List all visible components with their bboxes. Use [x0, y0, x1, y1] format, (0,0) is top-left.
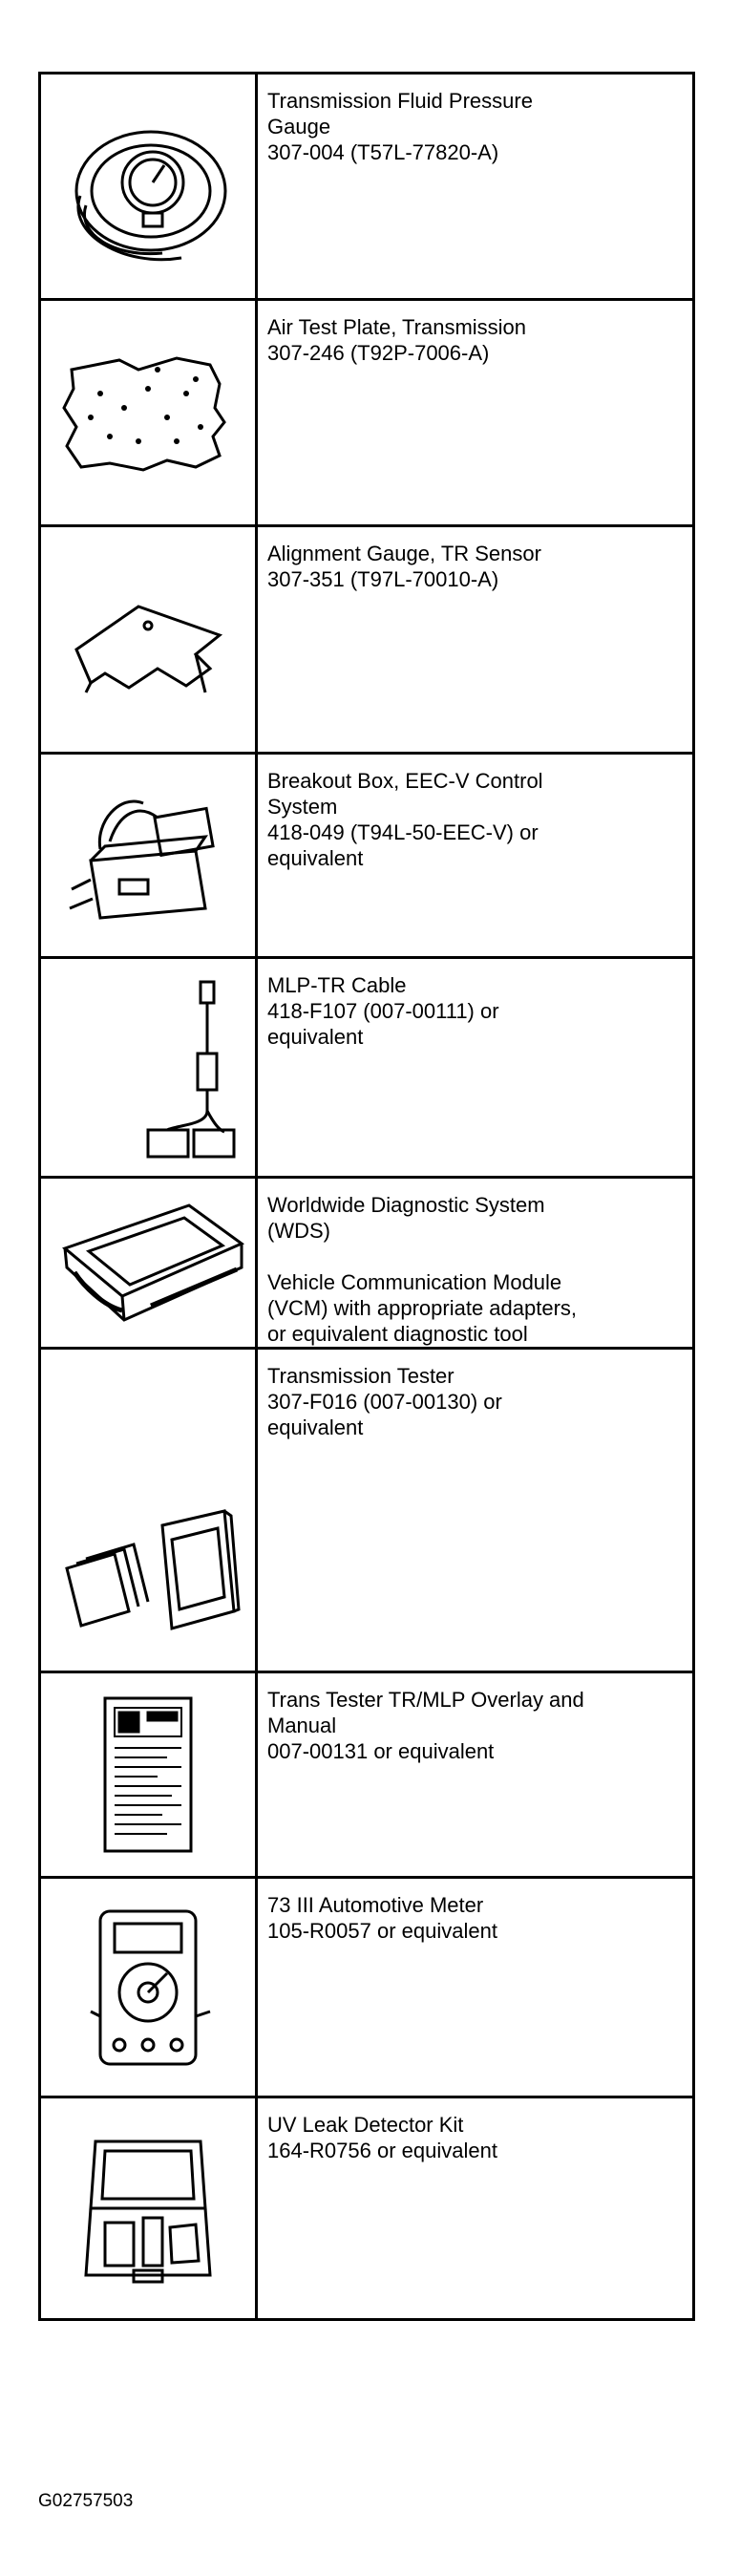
tool-image-cell — [40, 1878, 257, 2097]
tool-name: (VCM) with appropriate adapters, — [267, 1296, 578, 1320]
tool-name: Gauge — [267, 115, 331, 138]
tool-name: Transmission Fluid Pressure — [267, 89, 533, 113]
tool-row — [40, 754, 694, 958]
tool-name: Transmission Tester — [267, 1364, 455, 1388]
tool-part-number: 307-246 (T92P-7006-A) — [267, 341, 490, 365]
tool-row — [40, 1178, 694, 1349]
tool-row — [40, 1349, 694, 1672]
tool-description — [257, 754, 694, 958]
tool-name: or equivalent diagnostic tool — [267, 1322, 528, 1346]
tool-part-number: 307-004 (T57L-77820-A) — [267, 140, 499, 164]
description-gap — [267, 1244, 683, 1269]
tool-name: 73 III Automotive Meter — [267, 1893, 484, 1917]
tool-name: (WDS) — [267, 1219, 330, 1243]
tool-part-number: 307-F016 (007-00130) or — [267, 1390, 502, 1414]
tool-image-cell — [40, 1672, 257, 1878]
tool-row — [40, 74, 694, 300]
tool-part-number: 418-F107 (007-00111) or — [267, 999, 499, 1023]
tool-image-cell — [40, 1178, 257, 1349]
tool-name: Worldwide Diagnostic System — [267, 1193, 545, 1217]
tool-image-cell — [40, 754, 257, 958]
tool-description — [257, 300, 694, 526]
tool-image-cell — [40, 2097, 257, 2320]
tool-name: Air Test Plate, Transmission — [267, 315, 527, 339]
tool-name: Trans Tester TR/MLP Overlay and — [267, 1688, 584, 1712]
tool-row — [40, 2097, 694, 2320]
mlp-tr-cable-icon — [53, 968, 243, 1168]
tool-part-number: 105-R0057 or equivalent — [267, 1919, 497, 1943]
tool-image-cell — [40, 1349, 257, 1672]
tool-image-cell — [40, 74, 257, 300]
tool-description — [257, 74, 694, 300]
tool-part-number: 307-351 (T97L-70010-A) — [267, 567, 499, 591]
tool-description — [257, 1878, 694, 2097]
tool-part-number: 007-00131 or equivalent — [267, 1739, 495, 1763]
pressure-gauge-icon — [57, 100, 239, 272]
figure-id: G02757503 — [38, 2491, 134, 2511]
overlay-manual-icon — [91, 1689, 205, 1861]
tool-part-number: equivalent — [267, 1416, 364, 1439]
diagnostic-system-icon — [46, 1191, 250, 1334]
tool-description — [257, 526, 694, 754]
tool-name: Manual — [267, 1714, 337, 1737]
tool-part-number: equivalent — [267, 846, 364, 870]
tool-name: Alignment Gauge, TR Sensor — [267, 542, 541, 565]
special-tools-table — [38, 72, 695, 2321]
tool-part-number: 418-049 (T94L-50-EEC-V) or — [267, 820, 539, 844]
breakout-box-icon — [53, 775, 243, 937]
transmission-tester-icon — [48, 1497, 248, 1650]
tool-part-number: 164-R0756 or equivalent — [267, 2139, 497, 2162]
uv-leak-detector-icon — [67, 2118, 229, 2299]
alignment-gauge-icon — [53, 573, 243, 707]
tool-description — [257, 958, 694, 1178]
tool-row — [40, 1878, 694, 2097]
tool-name: UV Leak Detector Kit — [267, 2113, 464, 2137]
tool-image-cell — [40, 300, 257, 526]
tool-name: System — [267, 795, 338, 819]
tool-name: Breakout Box, EEC-V Control — [267, 769, 543, 793]
tool-name: MLP-TR Cable — [267, 973, 407, 997]
tool-image-cell — [40, 526, 257, 754]
tool-row — [40, 526, 694, 754]
tool-row — [40, 300, 694, 526]
tool-description — [257, 1672, 694, 1878]
tool-part-number: equivalent — [267, 1025, 364, 1049]
tool-row — [40, 958, 694, 1178]
automotive-meter-icon — [72, 1897, 224, 2078]
tool-name: Vehicle Communication Module — [267, 1270, 562, 1294]
tool-description — [257, 1349, 694, 1672]
tool-row — [40, 1672, 694, 1878]
tool-description — [257, 1178, 694, 1349]
air-test-plate-icon — [53, 341, 243, 484]
tool-image-cell — [40, 958, 257, 1178]
tool-description — [257, 2097, 694, 2320]
